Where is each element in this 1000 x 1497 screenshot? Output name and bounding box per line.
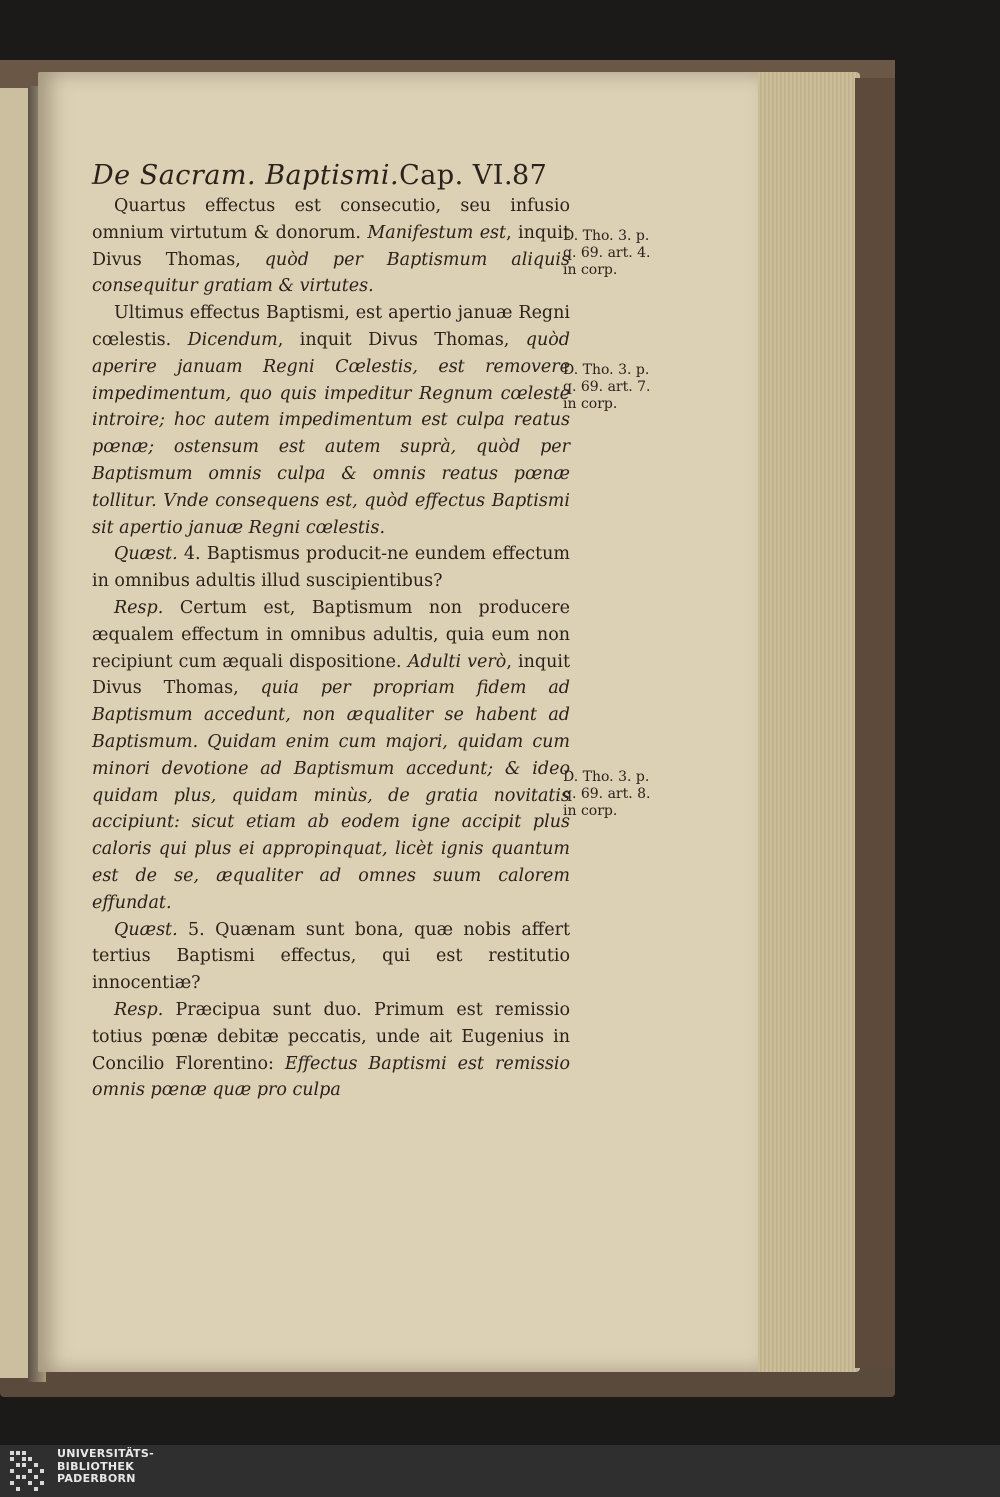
library-name-line: PADERBORN <box>57 1472 136 1485</box>
library-logo-icon <box>8 1449 52 1493</box>
margin-note-line: in corp. <box>563 803 618 819</box>
margin-note-line: q. 69. art. 4. <box>563 245 651 261</box>
margin-note-line: D. Tho. 3. p. <box>563 228 650 244</box>
paragraph-2: Ultimus effectus Baptismi, est apertio januæ Regni cœlestis. Dicendum, inquit Divus Thomas, quòd aperire januam Regni Cœlestis, est removere impedimentum, quo quis impeditur Regnum cœleste introire; hoc autem impedimentum est culpa reatus pœnæ; ostensum est autem suprà, quòd per Baptismum omnis culpa & omnis reatus pœnæ tollitur. Vnde consequens est, quòd effectus Baptismi sit apertio januæ Regni cœlestis. <box>92 303 570 538</box>
margin-note-line: q. 69. art. 7. <box>563 379 651 395</box>
body-text <box>92 193 570 1104</box>
cover-edge <box>855 78 895 1368</box>
library-footer <box>0 1445 1000 1497</box>
margin-note-line: q. 69. art. 8. <box>563 786 651 802</box>
running-head-title: De Sacram. Baptismi. <box>92 160 400 191</box>
margin-note-line: in corp. <box>563 262 618 278</box>
page-edges <box>750 72 860 1372</box>
margin-note-line: in corp. <box>563 396 618 412</box>
library-name-line: BIBLIOTHEK <box>57 1459 135 1473</box>
paragraph-4: Resp. Certum est, Baptismum non producere æqualem effectum in omnibus adultis, quia eum non recipiunt cum æquali dispositione. Adulti verò, inquit Divus Thomas, quia per propriam fidem ad Baptismum accedunt, non æqualiter se habent ad Baptismum. Quidam enim cum majori, quidam cum minori devotione ad Baptismum accedunt; & ideo quidam plus, quidam minùs, de gratia novitatis accipiunt: sicut etiam ab eodem igne accipit plus caloris qui plus ei appropinquat, licèt ignis quantum est de se, æqualiter ad omnes suum calorem effundat. <box>92 597 570 913</box>
margin-note-1 <box>563 228 693 279</box>
page-number: 87 <box>512 160 548 191</box>
margin-note-line: D. Tho. 3. p. <box>563 362 650 378</box>
margin-note-line: D. Tho. 3. p. <box>563 769 650 785</box>
running-head-chapter: Cap. VI. <box>399 160 514 191</box>
page-text <box>92 160 570 1104</box>
library-name <box>57 1448 154 1486</box>
running-head <box>92 160 570 191</box>
paragraph-5: Quæst. 5. Quænam sunt bona, quæ nobis affert tertius Baptismi effectus, qui est restitutio innocentiæ? <box>92 919 570 994</box>
library-name-line: UNIVERSITÄTS- <box>57 1447 154 1460</box>
margin-note-2 <box>563 362 693 413</box>
paragraph-6: Resp. Præcipua sunt duo. Primum est remissio totius pœnæ debitæ peccatis, unde ait Eugenius in Concilio Florentino: Effectus Baptismi est remissio omnis pœnæ quæ pro culpa <box>92 999 570 1101</box>
paragraph-1: Quartus effectus est consecutio, seu infusio omnium virtutum & donorum. Manifestum est, inquit Divus Thomas, quòd per Baptismum aliquis consequitur gratiam & virtutes. <box>92 196 570 297</box>
paragraph-3: Quæst. 4. Baptismus producit-ne eundem effectum in omnibus adultis illud suscipientibus? <box>92 544 570 592</box>
left-page-edge <box>0 88 28 1378</box>
margin-note-3 <box>563 769 693 820</box>
